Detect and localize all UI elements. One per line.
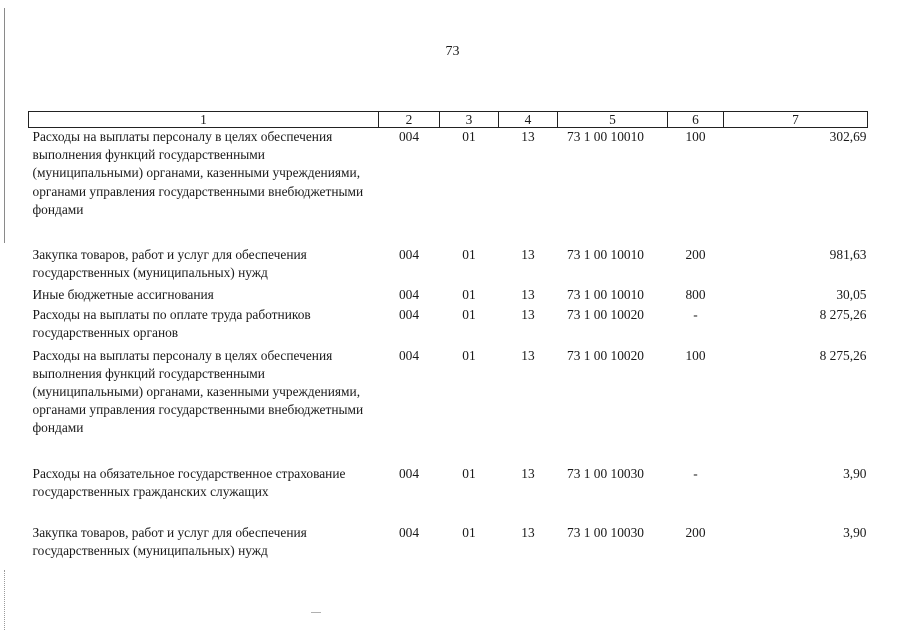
row-section-code: 01 <box>462 465 476 481</box>
row-ministry-code: 004 <box>398 246 420 262</box>
row-subsection-code: 13 <box>521 306 535 322</box>
row-section-code: 01 <box>462 286 476 302</box>
table-row <box>29 347 868 465</box>
row-expense-type: - <box>693 306 698 322</box>
row-target-article: 73 1 00 10030 <box>567 465 644 481</box>
row-subsection-code: 13 <box>521 129 535 144</box>
row-section-code: 01 <box>462 306 476 322</box>
header-col-6: 6 <box>668 112 724 128</box>
header-col-2: 2 <box>379 112 440 128</box>
row-target-article: 73 1 00 10020 <box>567 306 644 322</box>
row-amount: 3,90 <box>843 524 867 540</box>
row-subsection-code: 13 <box>521 286 535 302</box>
row-amount: 3,90 <box>843 465 867 481</box>
row-subsection-code: 13 <box>521 465 535 481</box>
row-expense-type: - <box>693 465 698 481</box>
row-description: Закупка товаров, работ и услуг для обеспечения государственных (муниципальных) нужд <box>32 524 307 558</box>
row-description: Расходы на выплаты персоналу в целях обеспечения выполнения функций государственными (муниципальными) органами, казенными учреждениями, органами управления государственными внебюджетными фондами <box>32 129 364 217</box>
header-row <box>29 112 868 128</box>
row-expense-type: 100 <box>685 129 706 144</box>
row-description: Расходы на обязательное государственное страхование государственных гражданских служащих <box>32 465 346 499</box>
row-section-code: 01 <box>462 246 476 262</box>
row-amount: 30,05 <box>836 286 867 302</box>
row-ministry-code: 004 <box>398 306 420 322</box>
row-amount: 302,69 <box>829 129 867 144</box>
row-target-article: 73 1 00 10020 <box>567 347 644 363</box>
page-number: 73 <box>445 44 460 59</box>
row-amount: 8 275,26 <box>819 306 867 322</box>
row-expense-type: 800 <box>685 286 706 302</box>
row-subsection-code: 13 <box>521 524 535 540</box>
row-section-code: 01 <box>462 129 476 144</box>
row-amount: 981,63 <box>829 246 867 262</box>
row-expense-type: 200 <box>685 246 706 262</box>
row-section-code: 01 <box>462 524 476 540</box>
row-ministry-code: 004 <box>398 286 420 302</box>
row-expense-type: 200 <box>685 524 706 540</box>
row-section-code: 01 <box>462 347 476 363</box>
scan-margin-dots <box>4 570 7 630</box>
row-subsection-code: 13 <box>521 347 535 363</box>
row-description: Иные бюджетные ассигнования <box>32 286 214 302</box>
budget-table <box>28 111 868 564</box>
table-header <box>29 112 868 128</box>
row-ministry-code: 004 <box>398 129 420 144</box>
row-target-article: 73 1 00 10010 <box>567 129 644 144</box>
row-description: Расходы на выплаты по оплате труда работников государственных органов <box>32 306 311 340</box>
table-row <box>29 128 868 246</box>
header-col-4: 4 <box>499 112 558 128</box>
table-body <box>29 128 868 564</box>
row-ministry-code: 004 <box>398 347 420 363</box>
header-col-3: 3 <box>440 112 499 128</box>
row-subsection-code: 13 <box>521 246 535 262</box>
table-row <box>29 306 868 347</box>
scan-artifact-mark <box>311 612 321 613</box>
row-expense-type: 100 <box>685 347 706 363</box>
table-row <box>29 524 868 564</box>
table-row <box>29 286 868 306</box>
row-description: Закупка товаров, работ и услуг для обеспечения государственных (муниципальных) нужд <box>32 246 307 280</box>
row-ministry-code: 004 <box>398 524 420 540</box>
row-target-article: 73 1 00 10010 <box>567 286 644 302</box>
row-target-article: 73 1 00 10010 <box>567 246 644 262</box>
table-row <box>29 246 868 286</box>
row-ministry-code: 004 <box>398 465 420 481</box>
table-row <box>29 465 868 524</box>
row-target-article: 73 1 00 10030 <box>567 524 644 540</box>
header-col-5: 5 <box>558 112 668 128</box>
header-col-7: 7 <box>724 112 868 128</box>
header-col-1: 1 <box>29 112 379 128</box>
row-amount: 8 275,26 <box>819 347 867 363</box>
row-description: Расходы на выплаты персоналу в целях обеспечения выполнения функций государственными (муниципальными) органами, казенными учреждениями, органами управления государственными внебюджетными фондами <box>32 347 364 436</box>
